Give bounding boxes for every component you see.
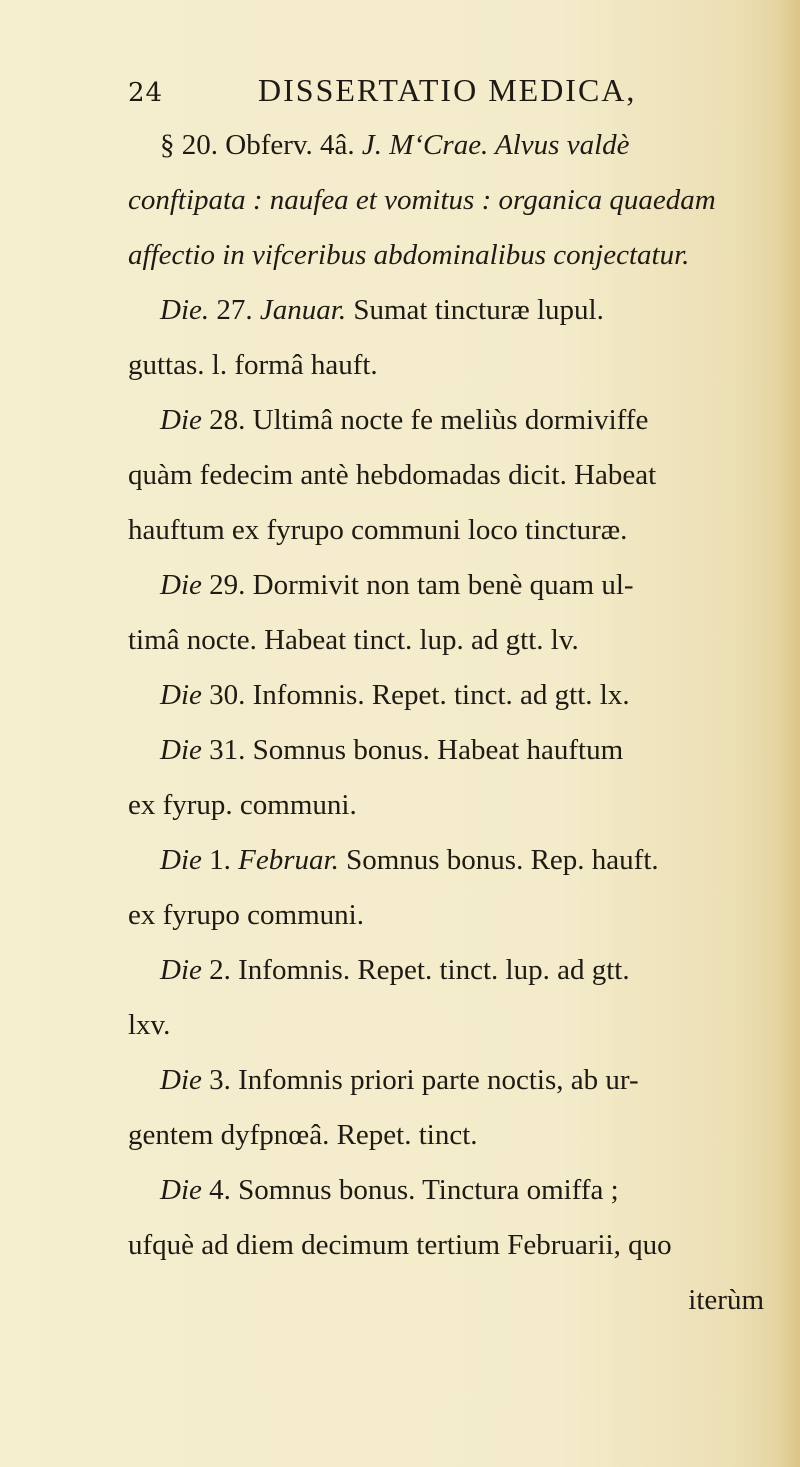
text-line bbox=[128, 1218, 768, 1273]
italic-text: affectio in vifceribus abdominalibus conjectatur. bbox=[128, 239, 690, 271]
text-segment: guttas. l. formâ hauft. bbox=[128, 349, 378, 381]
text-segment: timâ nocte. Habeat tinct. lup. ad gtt. lv. bbox=[128, 624, 579, 656]
text-segment: ufquè ad diem decimum tertium Februarii, quo bbox=[128, 1229, 672, 1261]
text-line bbox=[128, 448, 768, 503]
italic-text: Die bbox=[160, 1174, 202, 1206]
text-line bbox=[128, 173, 768, 228]
text-segment: lxv. bbox=[128, 1009, 171, 1041]
text-segment: 27. bbox=[216, 294, 260, 326]
page-header bbox=[0, 72, 800, 112]
text-segment: iterùm bbox=[688, 1284, 764, 1316]
text-line bbox=[128, 668, 768, 723]
italic-text: Die bbox=[160, 844, 202, 876]
text-segment: quàm fedecim antè hebdomadas dicit. Habeat bbox=[128, 459, 657, 491]
body-text bbox=[128, 118, 768, 1328]
text-line bbox=[128, 1273, 768, 1328]
text-line bbox=[128, 283, 768, 338]
italic-text: J. M‘Crae. Alvus valdè bbox=[361, 129, 630, 161]
text-line bbox=[128, 998, 768, 1053]
text-segment: § 20. Obferv. 4â. bbox=[160, 129, 362, 161]
text-segment: 2. Infomnis. Repet. tinct. lup. ad gtt. bbox=[201, 954, 630, 986]
italic-text: Die bbox=[160, 569, 202, 601]
italic-text: conftipata : naufea et vomitus : organica quaedam bbox=[128, 184, 716, 216]
text-segment: ex fyrup. communi. bbox=[128, 789, 357, 821]
text-segment: Somnus bonus. Rep. hauft. bbox=[338, 844, 659, 876]
text-line bbox=[128, 118, 768, 173]
text-line bbox=[128, 1053, 768, 1108]
italic-text: Die bbox=[160, 404, 202, 436]
italic-text: Die. bbox=[160, 294, 217, 326]
italic-text: Die bbox=[160, 734, 202, 766]
text-line bbox=[128, 613, 768, 668]
text-line bbox=[128, 723, 768, 778]
text-line bbox=[128, 338, 768, 393]
text-segment: Sumat tincturæ lupul. bbox=[346, 294, 604, 326]
text-line bbox=[128, 1163, 768, 1218]
text-line bbox=[128, 393, 768, 448]
page-edge-shading bbox=[778, 0, 800, 1467]
text-segment: 28. Ultimâ nocte fe meliùs dormiviffe bbox=[201, 404, 649, 436]
italic-text: Die bbox=[160, 1064, 202, 1096]
text-line bbox=[128, 778, 768, 833]
page-number: 24 bbox=[128, 78, 164, 108]
text-line bbox=[128, 558, 768, 613]
text-segment: 1. bbox=[201, 844, 239, 876]
running-title: DISSERTATIO MEDICA, bbox=[258, 72, 637, 108]
text-line bbox=[128, 833, 768, 888]
text-segment: 4. Somnus bonus. Tinctura omiffa ; bbox=[201, 1174, 619, 1206]
text-segment: hauftum ex fyrupo communi loco tincturæ. bbox=[128, 514, 628, 546]
text-segment: 29. Dormivit non tam benè quam ul- bbox=[201, 569, 634, 601]
text-line bbox=[128, 228, 768, 283]
text-segment: gentem dyfpnœâ. Repet. tinct. bbox=[128, 1119, 478, 1151]
text-line bbox=[128, 888, 768, 943]
italic-text: Februar. bbox=[238, 844, 339, 876]
italic-text: Die bbox=[160, 954, 202, 986]
text-segment: ex fyrupo communi. bbox=[128, 899, 364, 931]
text-segment: 30. Infomnis. Repet. tinct. ad gtt. lx. bbox=[201, 679, 630, 711]
italic-text: Januar. bbox=[259, 294, 347, 326]
text-segment: 3. Infomnis priori parte noctis, ab ur- bbox=[201, 1064, 639, 1096]
text-line bbox=[128, 943, 768, 998]
italic-text: Die bbox=[160, 679, 202, 711]
text-line bbox=[128, 503, 768, 558]
text-line bbox=[128, 1108, 768, 1163]
text-segment: 31. Somnus bonus. Habeat hauftum bbox=[201, 734, 624, 766]
